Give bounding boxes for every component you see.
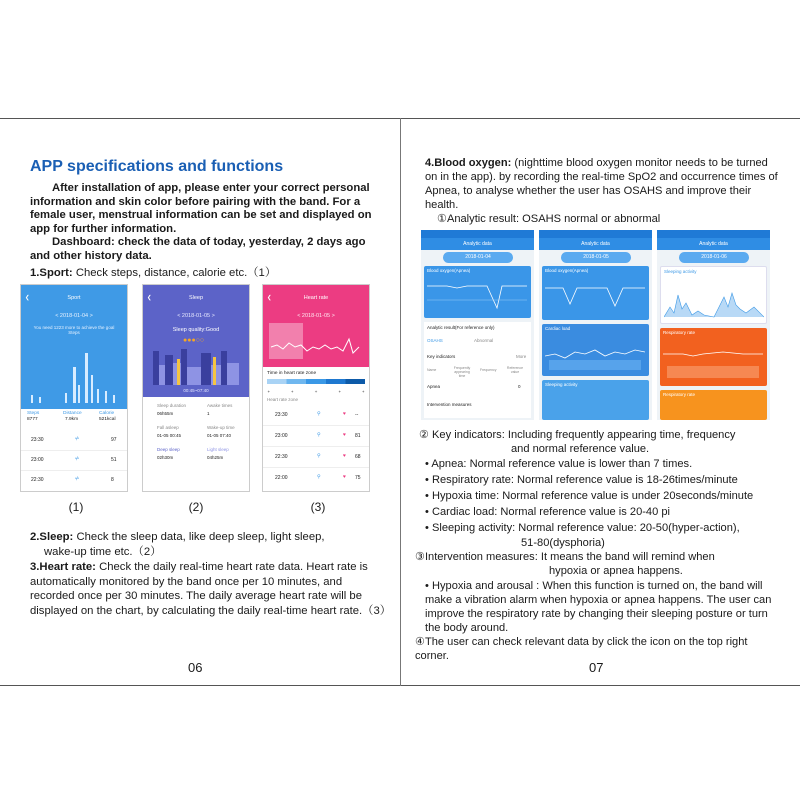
sleep-paragraph-cont: wake-up time etc.（2） [44, 546, 162, 558]
sleep-range: 00:45~07:40 [183, 388, 209, 393]
stat-label: Steps [27, 411, 40, 416]
person-icon: ⚲ [317, 474, 321, 480]
heart-icon: ♥ [343, 432, 346, 438]
sleeping-activity-card[interactable]: Sleeping activity [542, 380, 649, 420]
sleep-screenshot: ❮ Sleep < 2018-01-05 > Sleep quality:Good ●●●○○ 00:45~07:40 Sleep duration 06h55m Awake times 1 Fall asleep 01-05 00:45 Wake-up time 01-05 07:40 Deep sleep 02h30m Light sleep 04h25m [142, 284, 250, 492]
page-left [0, 118, 400, 686]
bullet-hypoxia: • Hypoxia time: Normal reference value is under 20seconds/minute [425, 490, 754, 502]
analytic-screenshot-2 [539, 230, 652, 420]
bullet-sleeping: • Sleeping activity: Normal reference value: 20-50(hyper-action), [425, 522, 740, 534]
caption-2: (2) [188, 500, 204, 514]
sport-screenshot [20, 284, 128, 492]
caption-3: (3) [310, 500, 326, 514]
list-item: 23:00 ꟷ̸ 51 [21, 451, 127, 471]
date-selector[interactable]: 2018-01-06 [679, 252, 749, 263]
respiratory-rate-card-2[interactable]: Respiratory rate [660, 390, 767, 420]
heart-rate-screenshot [262, 284, 370, 492]
blood-oxygen-paragraph: 4.Blood oxygen: (nighttime blood oxygen monitor needs to be turned on in the app). by recording the real-time SpO2 and occurrence times of Apnea, to analyse whether the user has OSAHS and improve their health. [425, 157, 778, 211]
list-item: 23:30 ⚲ ♥ -- [263, 405, 369, 426]
spo2-card[interactable]: Blood oxygen(Apnea) [542, 266, 649, 320]
screen-title: Analytic data [657, 238, 770, 250]
sleep-bar-chart [151, 345, 241, 387]
check-data-note: ④The user can check relevant data by click the icon on the top right corner. [415, 636, 748, 662]
sport-label: 1.Sport: [30, 267, 73, 279]
analytic-screenshot-3 [657, 230, 770, 420]
heart-rate-paragraph: 3.Heart rate: Check the daily real-time heart rate data. Heart rate is automatically monitored by the band once per 10 minutes, and recorded once per 30 minutes. The daily average heart rate will be displayed on the chart, by calculating the daily real-time heart rate.（3） [30, 561, 392, 617]
list-item: 23:30 ꟷ̸ 97 [21, 431, 127, 451]
screen-title: Analytic data [539, 238, 652, 250]
bullet-apnea: • Apnea: Normal reference value is lower than 7 times. [425, 458, 693, 470]
heart-rate-line-chart [267, 325, 365, 361]
spo2-card[interactable]: Blood oxygen(Apnea) [424, 266, 531, 318]
heart-icon: ♥ [343, 474, 346, 480]
intro-paragraph: After installation of app, please enter your correct personal information and skin color before pairing with the band. For a female user, menstrual information can be set and displayed on app for further information. [30, 182, 372, 235]
intervention-cont: hypoxia or apnea happens. [549, 565, 683, 577]
steps-bar-chart [25, 345, 123, 405]
hypoxia-arousal: • Hypoxia and arousal : When this function is turned on, the band will make a vibration alarm when hypoxia or apnea happens. The user can improve the respiratory rate by changing their sleeping posture or turn the body around. [425, 580, 772, 634]
bullet-cardiac: • Cardiac load: Normal reference value is 20-40 pi [425, 506, 670, 518]
screen-title: Analytic data [421, 238, 534, 250]
key-indicators: ② Key indicators: Including frequently appearing time, frequency [419, 429, 736, 441]
zone-title-2: Heart rate zone [267, 397, 299, 402]
zone-title: Time in heart rate zone [267, 371, 317, 376]
analytic-panel: Analytic result(For reference only) OSAHS Abnormal Key indicators More Name Frequently appearing time Frequency Reference value Apnea 0 Intervention measures [424, 322, 531, 418]
back-icon[interactable]: ❮ [147, 295, 152, 301]
walk-icon: ꟷ̸ [75, 476, 80, 482]
intervention-measures: ③Intervention measures: It means the band will remind when [415, 551, 715, 563]
heart-list [263, 405, 369, 489]
caption-1: (1) [68, 500, 84, 514]
person-icon: ⚲ [317, 411, 321, 417]
stat-label: Distance [63, 411, 82, 416]
bullet-respiratory: • Respiratory rate: Normal reference value is 18-26times/minute [425, 474, 738, 486]
bullet-sleeping-cont: 51-80(dysphoria) [521, 537, 605, 549]
analytic-screenshot-1 [421, 230, 534, 420]
screen-date[interactable]: < 2018-01-05 > [177, 313, 215, 319]
zone-icons: ✦ ✦ ✦ ✦ ✦ [267, 389, 365, 394]
stat-value: 521kcal [99, 417, 116, 422]
person-icon: ⚲ [317, 453, 321, 459]
date-selector[interactable]: 2018-01-05 [561, 252, 631, 263]
list-item: 22:30 ⚲ ♥ 68 [263, 447, 369, 468]
sleeping-activity-card[interactable]: Sleeping activity [660, 266, 767, 324]
list-item: 23:00 ⚲ ♥ 81 [263, 426, 369, 447]
back-icon[interactable]: ❮ [25, 295, 30, 301]
page-number: 06 [188, 660, 203, 675]
dashboard-paragraph: Dashboard: check the data of today, yesterday, 2 days ago and other history data. [30, 236, 366, 262]
intro-text [30, 182, 382, 264]
stat-value: 7.9km [65, 417, 79, 422]
list-item: 22:30 ꟷ̸ 8 [31, 476, 114, 483]
analytic-result: ①Analytic result: OSAHS normal or abnormal [437, 213, 661, 225]
screen-date[interactable]: < 2018-01-05 > [297, 313, 335, 319]
list-item: 22:00 ⚲ ♥ 75 [275, 474, 361, 481]
key-indicators-cont: and normal reference value. [511, 443, 650, 455]
stat-value: 8777 [27, 417, 38, 422]
stat-label: Calorie [99, 411, 115, 416]
sleep-quality: Sleep quality:Good [172, 327, 220, 333]
person-icon: ⚲ [317, 432, 321, 438]
respiratory-rate-card[interactable]: Respiratory rate [660, 328, 767, 386]
quality-stars: ●●●○○ [183, 337, 205, 344]
sport-list [21, 431, 127, 491]
screen-title: Sport [67, 295, 81, 301]
walk-icon: ꟷ̸ [75, 436, 80, 442]
page-title: APP specifications and functions [30, 158, 284, 175]
sport-heading [30, 264, 276, 280]
back-icon[interactable]: ❮ [267, 295, 272, 301]
walk-icon: ꟷ̸ [75, 456, 80, 462]
page-number: 07 [589, 660, 604, 675]
cardiac-load-card[interactable]: Cardiac load [542, 324, 649, 376]
screen-title: Heart rate [303, 295, 329, 301]
heart-icon: ♥ [343, 453, 346, 459]
sport-stats [21, 409, 127, 425]
goal-message: You need 1223 more to achieve the goal Steps [33, 325, 115, 335]
sport-text: Check steps, distance, calorie etc.（1） [72, 267, 277, 279]
zone-bar [267, 379, 365, 384]
heart-icon: ♥ [343, 411, 346, 417]
page-right [401, 118, 800, 686]
date-selector[interactable]: 2018-01-04 [443, 252, 513, 263]
sleep-paragraph: 2.Sleep: Check the sleep data, like deep sleep, light sleep, [30, 531, 325, 543]
screen-date[interactable]: < 2018-01-04 > [55, 313, 93, 319]
screen-title: Sleep [188, 295, 204, 301]
